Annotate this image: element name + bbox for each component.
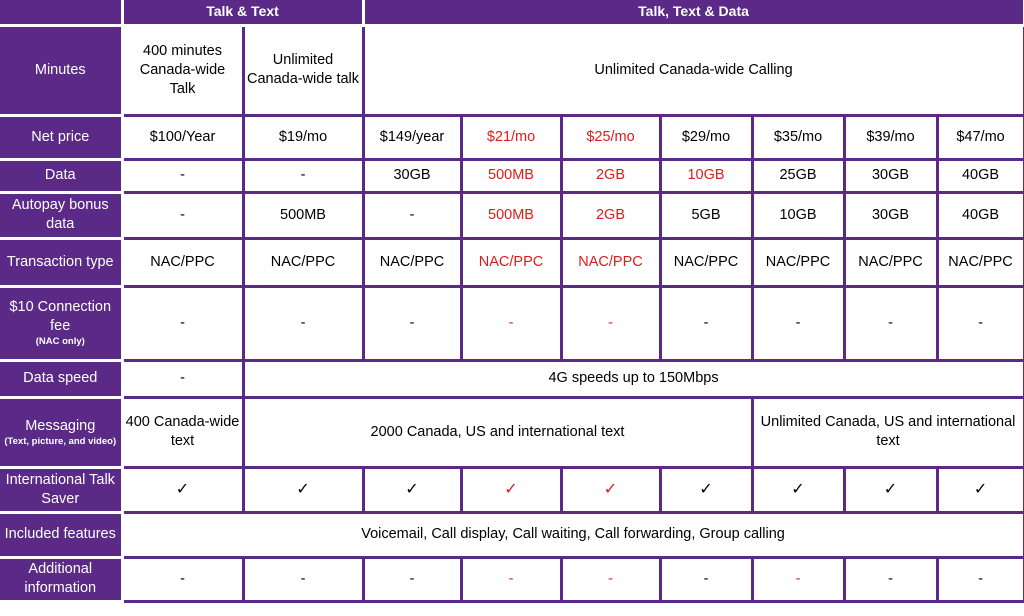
data-speed-label: Data speed (0, 360, 122, 397)
transaction-cell: NAC/PPC (561, 238, 660, 286)
net-price-label: Net price (0, 115, 122, 159)
messaging-cell-merged: Unlimited Canada, US and international text (752, 397, 1024, 467)
additional-info-cell: - (844, 557, 937, 601)
price-cell: $100/Year (122, 115, 243, 159)
autopay-cell: - (122, 192, 243, 238)
data-cell: 40GB (937, 159, 1024, 192)
header-row (0, 0, 1024, 25)
autopay-cell: 500MB (461, 192, 561, 238)
check-icon: ✓ (937, 467, 1024, 512)
autopay-cell: 5GB (660, 192, 752, 238)
messaging-label-text: Messaging (25, 417, 96, 434)
transaction-cell: NAC/PPC (363, 238, 461, 286)
connection-fee-sublabel: (NAC only) (35, 336, 85, 347)
additional-info-cell: - (937, 557, 1024, 601)
minutes-cell: Unlimited Canada-wide talk (243, 25, 363, 115)
connection-fee-cell: - (937, 286, 1024, 360)
price-cell: $35/mo (752, 115, 844, 159)
check-icon: ✓ (844, 467, 937, 512)
included-features-label: Included features (0, 512, 122, 557)
connection-fee-cell: - (363, 286, 461, 360)
data-cell: 30GB (844, 159, 937, 192)
additional-info-cell: - (660, 557, 752, 601)
data-cell: 500MB (461, 159, 561, 192)
data-cell: 30GB (363, 159, 461, 192)
additional-info-cell: - (363, 557, 461, 601)
price-cell: $47/mo (937, 115, 1024, 159)
included-features-cell: Voicemail, Call display, Call waiting, Call forwarding, Group calling (122, 512, 1024, 557)
transaction-cell: NAC/PPC (937, 238, 1024, 286)
connection-fee-cell: - (122, 286, 243, 360)
price-cell: $149/year (363, 115, 461, 159)
price-cell: $39/mo (844, 115, 937, 159)
additional-info-cell: - (561, 557, 660, 601)
connection-fee-label (0, 286, 122, 360)
transaction-cell: NAC/PPC (844, 238, 937, 286)
additional-info-row (0, 557, 1024, 601)
messaging-sublabel: (Text, picture, and video) (4, 435, 117, 447)
data-row (0, 159, 1024, 192)
price-cell: $21/mo (461, 115, 561, 159)
data-label: Data (0, 159, 122, 192)
minutes-cell: 400 minutes Canada-wide Talk (122, 25, 243, 115)
intl-talk-saver-row (0, 467, 1024, 512)
additional-info-cell: - (122, 557, 243, 601)
data-speed-row (0, 360, 1024, 397)
messaging-cell: 400 Canada-wide text (122, 397, 243, 467)
check-icon: ✓ (660, 467, 752, 512)
data-speed-cell-merged: 4G speeds up to 150Mbps (243, 360, 1024, 397)
data-cell: 10GB (660, 159, 752, 192)
transaction-cell: NAC/PPC (122, 238, 243, 286)
check-icon: ✓ (752, 467, 844, 512)
transaction-cell: NAC/PPC (243, 238, 363, 286)
minutes-row (0, 25, 1024, 115)
price-cell: $29/mo (660, 115, 752, 159)
price-cell: $25/mo (561, 115, 660, 159)
data-cell: - (243, 159, 363, 192)
connection-fee-cell: - (461, 286, 561, 360)
check-icon: ✓ (122, 467, 243, 512)
messaging-row (0, 397, 1024, 467)
autopay-cell: 40GB (937, 192, 1024, 238)
additional-info-cell: - (243, 557, 363, 601)
messaging-cell-merged: 2000 Canada, US and international text (243, 397, 752, 467)
autopay-cell: 500MB (243, 192, 363, 238)
transaction-label: Transaction type (0, 238, 122, 286)
connection-fee-cell: - (752, 286, 844, 360)
connection-fee-cell: - (660, 286, 752, 360)
included-features-row (0, 512, 1024, 557)
autopay-cell: 10GB (752, 192, 844, 238)
check-icon: ✓ (363, 467, 461, 512)
minutes-label: Minutes (0, 25, 122, 115)
data-cell: 2GB (561, 159, 660, 192)
autopay-label: Autopay bonus data (0, 192, 122, 238)
autopay-cell: 2GB (561, 192, 660, 238)
check-icon: ✓ (461, 467, 561, 512)
additional-info-cell: - (752, 557, 844, 601)
transaction-cell: NAC/PPC (660, 238, 752, 286)
net-price-row (0, 115, 1024, 159)
check-icon: ✓ (243, 467, 363, 512)
price-cell: $19/mo (243, 115, 363, 159)
transaction-cell: NAC/PPC (461, 238, 561, 286)
data-cell: 25GB (752, 159, 844, 192)
connection-fee-cell: - (561, 286, 660, 360)
intl-talk-saver-label: International Talk Saver (0, 467, 122, 512)
connection-fee-label-text: $10 Connection fee (9, 299, 112, 334)
autopay-row (0, 192, 1024, 238)
messaging-label (0, 397, 122, 467)
data-speed-cell: - (122, 360, 243, 397)
talk-text-header: Talk & Text (122, 0, 363, 25)
transaction-cell: NAC/PPC (752, 238, 844, 286)
additional-info-cell: - (461, 557, 561, 601)
talk-text-data-header: Talk, Text & Data (363, 0, 1024, 25)
header-corner (0, 0, 122, 25)
connection-fee-row (0, 286, 1024, 360)
minutes-cell-merged: Unlimited Canada-wide Calling (363, 25, 1024, 115)
check-icon: ✓ (561, 467, 660, 512)
data-cell: - (122, 159, 243, 192)
transaction-row (0, 238, 1024, 286)
autopay-cell: 30GB (844, 192, 937, 238)
additional-info-label: Additional information (0, 557, 122, 601)
autopay-cell: - (363, 192, 461, 238)
connection-fee-cell: - (243, 286, 363, 360)
connection-fee-cell: - (844, 286, 937, 360)
